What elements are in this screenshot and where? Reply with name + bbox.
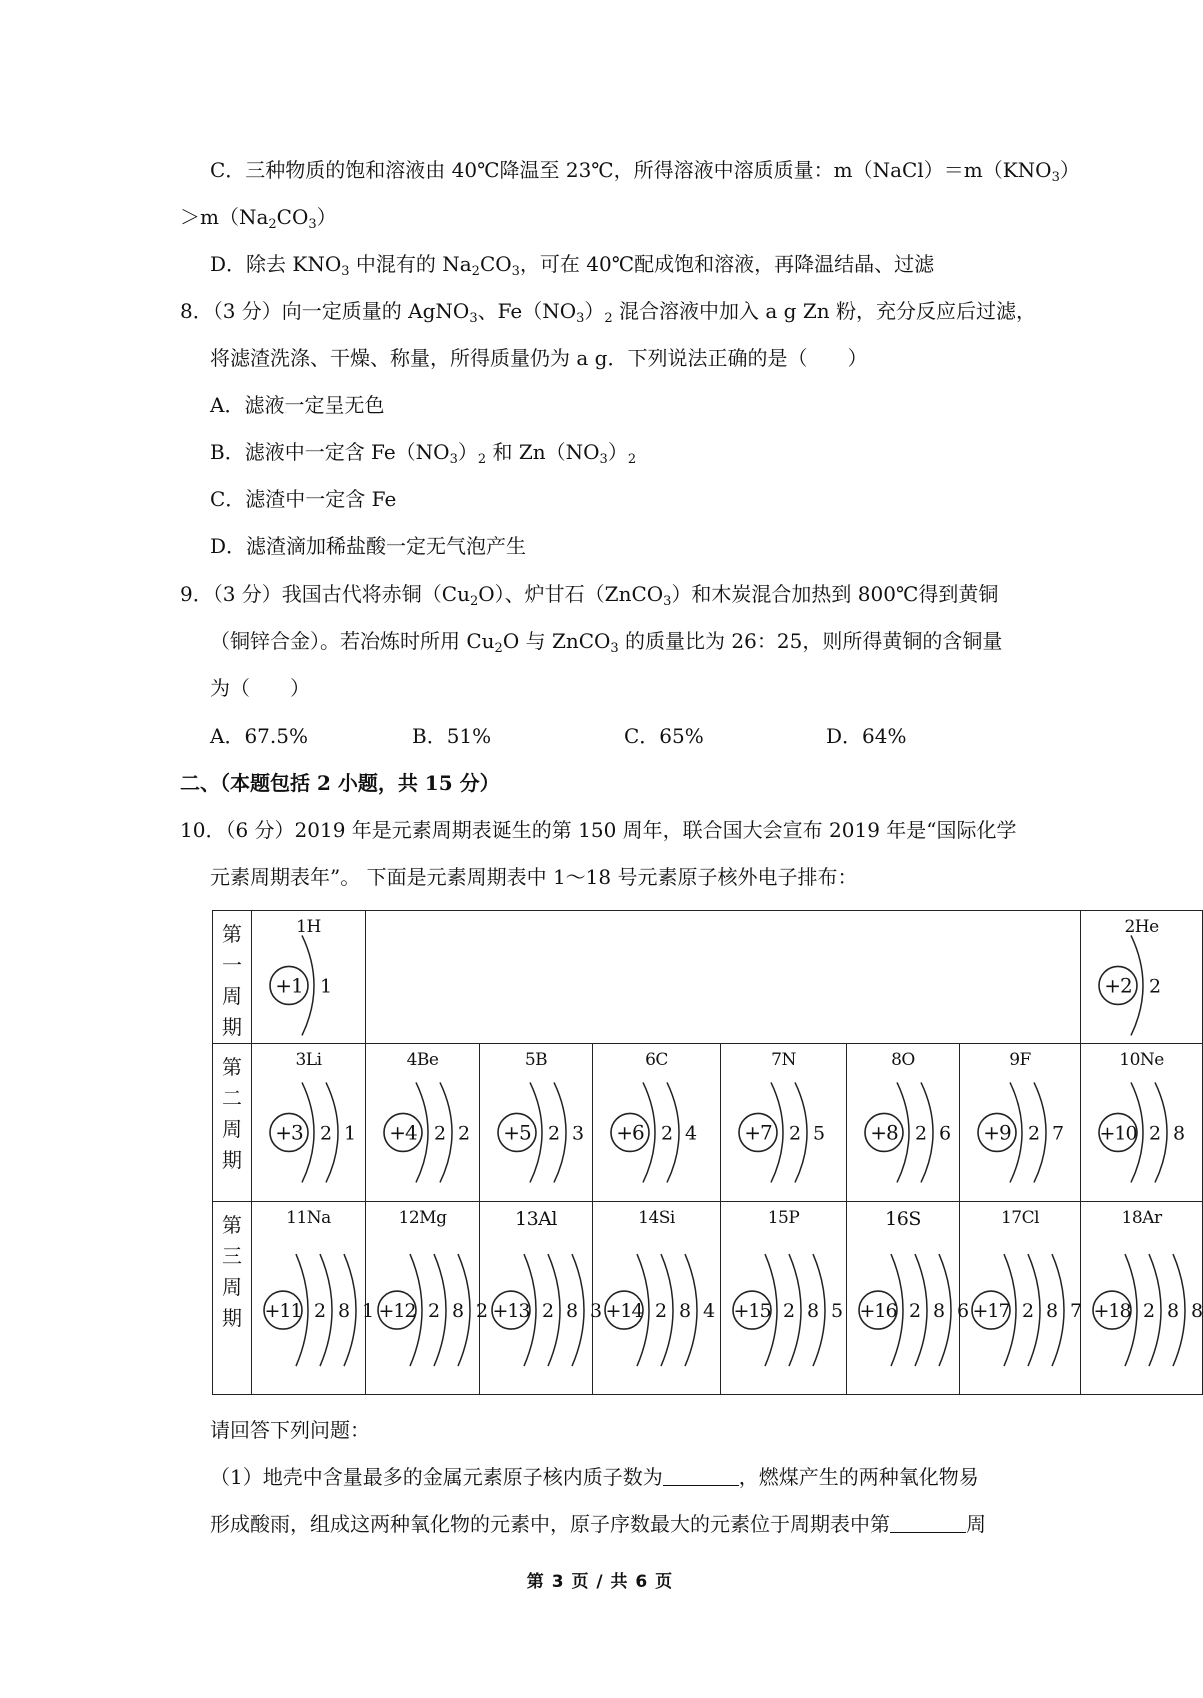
element-cell-c [593, 1044, 721, 1202]
q8-stem-line1: 8．（3 分）向一定质量的 AgNO$_3$、$Fe(NO_3)_2$ 混合溶液中加入 a g Zn 粉，充分反应后过滤， [180, 299, 1036, 326]
nucleus-charge: +14 [605, 1300, 643, 1323]
element-cell-h [252, 911, 366, 1044]
page-footer: 第 3 页 / 共 6 页 [526, 1572, 674, 1592]
shell-electron-count: 8 [1173, 1122, 1186, 1145]
element-symbol: 14Si [638, 1208, 675, 1228]
element-symbol: 2He [1124, 917, 1159, 937]
atom-diagram [252, 1202, 375, 1395]
nucleus-charge: +7 [744, 1120, 772, 1145]
shell-electron-count: 6 [956, 1300, 970, 1323]
atom-diagram [847, 1202, 970, 1395]
shell-electron-count: 6 [938, 1122, 952, 1145]
shell-electron-count: 2 [1143, 1300, 1156, 1323]
shell-electron-count: 8 [932, 1300, 946, 1323]
nucleus-charge: +11 [264, 1300, 302, 1323]
atom-diagram [480, 1044, 593, 1202]
q10-stem-line2: 元素周期表年”。 下面是元素周期表中 1～18 号元素原子核外电子排布： [210, 865, 858, 889]
nucleus-charge: +5 [503, 1120, 531, 1145]
nucleus-charge: +15 [733, 1300, 771, 1323]
atom-diagram [366, 1202, 489, 1395]
shell-electron-count: 1 [361, 1300, 375, 1323]
q8-option-c: C．滤渣中一定含 Fe [210, 487, 397, 511]
q9-stem-line1: 9．（3 分）我国古代将赤铜$(Cu_2O)$、炉甘石（ZnCO$_3$）和木炭混合加热到 800℃得到黄铜 [180, 582, 999, 609]
q9-stem-line2: （铜锌合金）。若冶炼时所用 $Cu_2O$ 与 ZnCO$_3$ 的质量比为 26：25，则所得黄铜的含铜量 [210, 629, 1003, 656]
q9-option-b: B．51% [412, 724, 492, 748]
element-symbol: 13Al [515, 1208, 557, 1230]
nucleus-charge: +16 [859, 1300, 897, 1323]
element-cell-he [1081, 911, 1203, 1044]
shell-electron-count: 2 [541, 1300, 555, 1323]
element-cell-ne [1081, 1044, 1203, 1202]
shell-electron-count: 1 [343, 1122, 357, 1145]
section-2-heading: 二、（本题包括 2 小题，共 15 分） [180, 771, 500, 795]
atom-diagram [1081, 1044, 1203, 1202]
q8-option-d: D．滤渣滴加稀盐酸一定无气泡产生 [210, 534, 527, 558]
shell-electron-count: 8 [1045, 1300, 1059, 1323]
shell-electron-count: 8 [678, 1300, 692, 1323]
element-cell-p [721, 1202, 847, 1395]
nucleus-charge: +2 [1104, 973, 1132, 998]
atom-diagram [366, 1044, 480, 1202]
atom-diagram [593, 1202, 721, 1395]
q7-option-c-line2: $>m(Na_2CO_3)$ [180, 205, 337, 232]
shell-electron-count: 2 [1027, 1122, 1041, 1145]
element-cell-n [721, 1044, 847, 1202]
element-symbol: 17Cl [1000, 1208, 1040, 1228]
element-symbol: 1H [296, 917, 321, 937]
element-symbol: 12Mg [398, 1208, 447, 1228]
period-3-label: 第三周期 [213, 1202, 252, 1395]
element-cell-mg [366, 1202, 489, 1395]
element-symbol: 11Na [286, 1208, 331, 1228]
atom-diagram [593, 1044, 721, 1202]
shell-electron-count: 8 [1167, 1300, 1180, 1323]
q10-stem-line1: 10．（6 分）2019 年是元素周期表诞生的第 150 周年，联合国大会宣布 2019 年是“国际化学 [180, 818, 1017, 842]
answer-blank-1[interactable] [663, 1485, 739, 1486]
nucleus-charge: +4 [389, 1120, 417, 1145]
shell-electron-count: 2 [457, 1122, 471, 1145]
answer-blank-2[interactable] [890, 1532, 966, 1533]
q9-option-a: A．67.5% [210, 724, 308, 748]
atom-diagram [960, 1202, 1081, 1395]
element-cell-al [480, 1202, 603, 1395]
element-cell-na [252, 1202, 375, 1395]
shell-electron-count: 5 [812, 1122, 826, 1145]
element-cell-si [593, 1202, 721, 1395]
period-1-label: 第一周期 [213, 911, 252, 1044]
element-symbol: 4Be [406, 1050, 439, 1070]
shell-electron-count: 8 [337, 1300, 351, 1323]
shell-electron-count: 1 [319, 975, 333, 998]
shell-electron-count: 2 [1021, 1300, 1035, 1323]
q8-stem-line2: 将滤渣洗涤、干燥、称量，所得质量仍为 a g．下列说法正确的是（ ） [210, 346, 868, 370]
element-symbol: 7N [771, 1050, 796, 1070]
nucleus-charge: +18 [1093, 1300, 1131, 1323]
q7-option-c-line1: C．三种物质的饱和溶液由 40℃降温至 23℃，所得溶液中溶质质量：$m(NaCl)=m(KNO_3)$ [210, 158, 1080, 185]
q10-sub1-line1: （1）地壳中含量最多的金属元素原子核内质子数为 ，燃煤产生的两种氧化物易 [210, 1465, 979, 1489]
element-cell-o [847, 1044, 960, 1202]
nucleus-charge: +10 [1099, 1122, 1137, 1145]
shell-electron-count: 2 [788, 1122, 802, 1145]
periodic-table-electron-configuration [212, 910, 1203, 1395]
element-cell-cl [960, 1202, 1081, 1395]
shell-electron-count: 3 [571, 1122, 585, 1145]
element-cell-f [960, 1044, 1081, 1202]
shell-electron-count: 2 [654, 1300, 668, 1323]
element-cell-ar [1081, 1202, 1203, 1395]
shell-electron-count: 2 [660, 1122, 674, 1145]
nucleus-charge: +13 [492, 1300, 530, 1323]
nucleus-charge: +6 [616, 1120, 644, 1145]
shell-electron-count: 2 [782, 1300, 796, 1323]
shell-electron-count: 8 [806, 1300, 820, 1323]
element-cell-be [366, 1044, 480, 1202]
shell-electron-count: 2 [547, 1122, 561, 1145]
element-symbol: 18Ar [1121, 1208, 1162, 1228]
element-symbol: 8O [891, 1050, 915, 1070]
element-symbol: 6C [645, 1050, 668, 1070]
shell-electron-count: 8 [565, 1300, 579, 1323]
shell-electron-count: 7 [1051, 1122, 1065, 1145]
shell-electron-count: 4 [702, 1300, 716, 1323]
q9-option-d: D．64% [826, 724, 907, 748]
shell-electron-count: 2 [475, 1300, 489, 1323]
element-cell-b [480, 1044, 593, 1202]
q10-sub1-line2: 形成酸雨，组成这两种氧化物的元素中，原子序数最大的元素位于周期表中第 周 [210, 1512, 986, 1536]
shell-electron-count: 2 [908, 1300, 922, 1323]
shell-electron-count: 2 [313, 1300, 327, 1323]
nucleus-charge: +17 [972, 1300, 1010, 1323]
shell-electron-count: 8 [1191, 1300, 1203, 1323]
q9-option-c: C．65% [624, 724, 704, 748]
shell-electron-count: 4 [684, 1122, 698, 1145]
atom-diagram [960, 1044, 1081, 1202]
period-1-empty-gap [366, 911, 1081, 1044]
q7-option-d: D．除去 $KNO_3$ 中混有的 $Na_2CO_3$，可在 40℃配成饱和溶液，再降温结晶、过滤 [210, 252, 935, 279]
element-symbol: 3Li [295, 1050, 322, 1070]
nucleus-charge: +8 [870, 1120, 898, 1145]
element-symbol: 5B [524, 1050, 548, 1070]
atom-diagram [480, 1202, 603, 1395]
shell-electron-count: 5 [830, 1300, 844, 1323]
nucleus-charge: +12 [378, 1300, 416, 1323]
element-symbol: 9F [1009, 1050, 1031, 1070]
shell-electron-count: 2 [427, 1300, 441, 1323]
atom-diagram [721, 1202, 847, 1395]
element-cell-li [252, 1044, 366, 1202]
shell-electron-count: 2 [433, 1122, 447, 1145]
nucleus-charge: +3 [275, 1120, 303, 1145]
shell-electron-count: 2 [1149, 1122, 1162, 1145]
atom-diagram [1081, 911, 1203, 1044]
q9-stem-line3: 为（ ） [210, 676, 310, 700]
nucleus-charge: +9 [983, 1120, 1011, 1145]
element-symbol: 15P [767, 1208, 800, 1228]
atom-diagram [1081, 1202, 1203, 1395]
atom-diagram [847, 1044, 960, 1202]
atom-diagram [721, 1044, 847, 1202]
q8-option-b: B．滤液中一定含 $Fe(NO_3)_2$ 和 $Zn(NO_3)_2$ [210, 440, 637, 467]
q8-option-a: A．滤液一定呈无色 [210, 393, 385, 417]
element-cell-s [847, 1202, 970, 1395]
atom-diagram [252, 1044, 366, 1202]
shell-electron-count: 7 [1069, 1300, 1083, 1323]
shell-electron-count: 8 [451, 1300, 465, 1323]
shell-electron-count: 2 [1149, 975, 1162, 998]
nucleus-charge: +1 [275, 973, 303, 998]
element-symbol: 16S [885, 1208, 921, 1230]
atom-diagram [252, 911, 366, 1044]
shell-electron-count: 2 [914, 1122, 928, 1145]
period-2-label: 第二周期 [213, 1044, 252, 1202]
element-symbol: 10Ne [1119, 1050, 1164, 1070]
shell-electron-count: 2 [319, 1122, 333, 1145]
q10-prompt: 请回答下列问题： [210, 1418, 370, 1442]
shell-electron-count: 3 [589, 1300, 603, 1323]
